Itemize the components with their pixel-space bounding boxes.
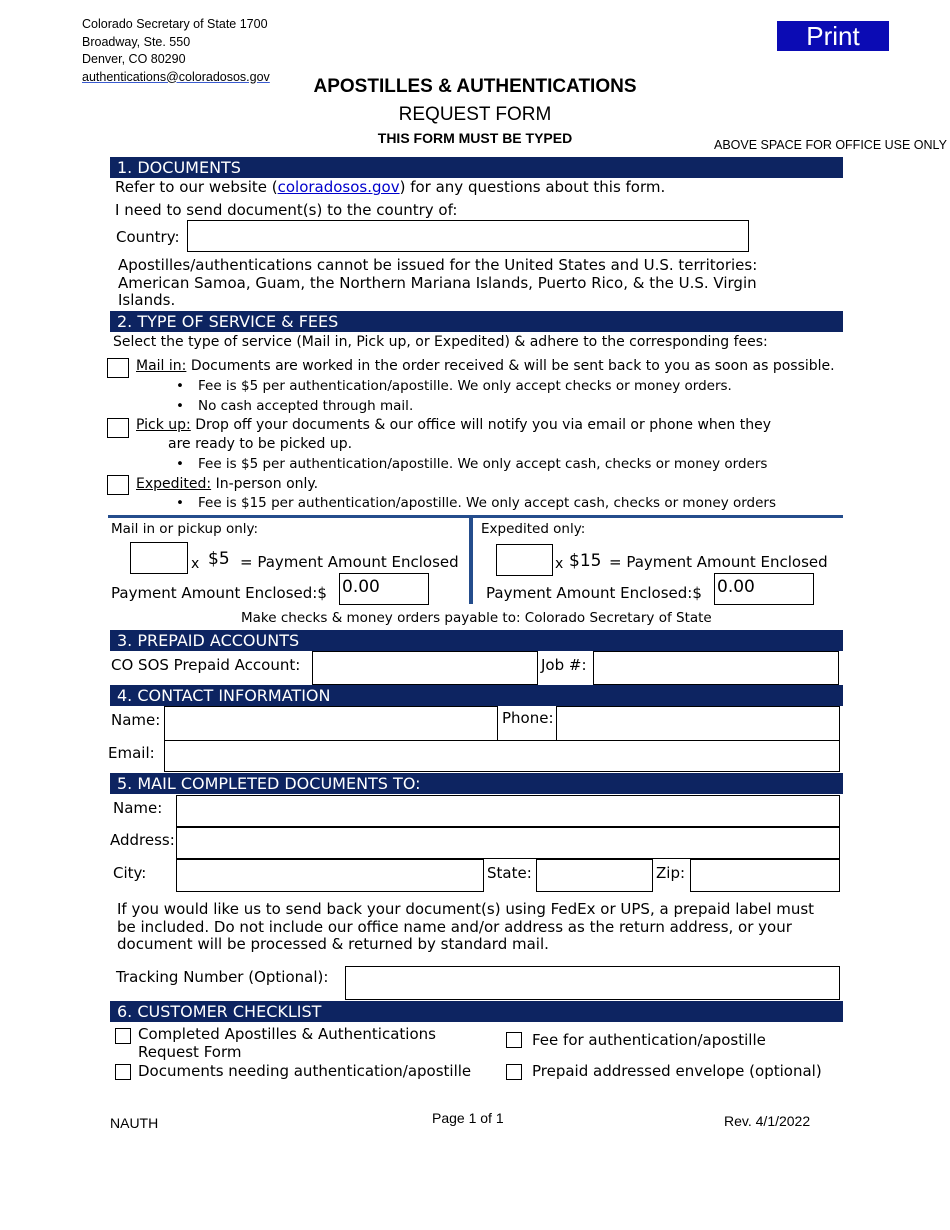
checklist-completed-form-checkbox[interactable] bbox=[115, 1028, 131, 1044]
mail-in-checkbox[interactable] bbox=[107, 358, 129, 378]
pick-up-text bbox=[136, 417, 771, 433]
mail-address-label: Address: bbox=[110, 831, 175, 849]
address-line-3: Denver, CO 80290 bbox=[82, 52, 186, 66]
contact-phone-input[interactable] bbox=[556, 706, 840, 741]
mail-payment-label: Payment Amount Enclosed:$ bbox=[111, 584, 327, 602]
fee-divider-rule bbox=[108, 515, 843, 518]
payable-note: Make checks & money orders payable to: Colorado Secretary of State bbox=[241, 610, 712, 626]
prepaid-account-label: CO SOS Prepaid Account: bbox=[111, 656, 301, 674]
tracking-number-input[interactable] bbox=[345, 966, 840, 1000]
pick-up-desc-cont: are ready to be picked up. bbox=[168, 436, 353, 452]
expedited-fee-bullet: • Fee is $15 per authentication/apostille. We only accept cash, checks or money orders bbox=[198, 495, 776, 511]
expedited-payment-value: 0.00 bbox=[717, 577, 755, 597]
print-button[interactable]: Print bbox=[777, 21, 889, 51]
territory-restriction-note: Apostilles/authentications cannot be issued for the United States and U.S. territories: American Samoa, Guam, the Northern Mariana Islands, Puerto Rico, & the U.S. Virgin Islands. bbox=[118, 256, 758, 309]
pick-up-desc: Drop off your documents & our office will notify you via email or phone when they bbox=[190, 417, 771, 433]
mail-city-label: City: bbox=[113, 864, 147, 882]
contact-phone-label: Phone: bbox=[502, 709, 554, 727]
tracking-number-label: Tracking Number (Optional): bbox=[116, 968, 329, 986]
section-prepaid-heading: 3. PREPAID ACCOUNTS bbox=[110, 630, 843, 651]
country-input[interactable] bbox=[187, 220, 749, 252]
mail-fee-amount: $5 bbox=[208, 549, 230, 569]
section-checklist-heading: 6. CUSTOMER CHECKLIST bbox=[110, 1001, 843, 1022]
expedited-fee-amount: $15 bbox=[569, 551, 602, 571]
mail-payment-input[interactable] bbox=[339, 573, 429, 605]
refer-prefix: Refer to our website ( bbox=[115, 178, 278, 196]
contact-name-label: Name: bbox=[111, 711, 161, 729]
expedited-checkbox[interactable] bbox=[107, 475, 129, 495]
job-number-label: Job #: bbox=[541, 656, 587, 674]
form-code: NAUTH bbox=[110, 1115, 159, 1131]
times-sign-2: x bbox=[555, 556, 564, 572]
mail-zip-input[interactable] bbox=[690, 859, 840, 892]
prepaid-account-input[interactable] bbox=[312, 651, 538, 685]
section-contact-heading: 4. CONTACT INFORMATION bbox=[110, 685, 843, 706]
expedited-payment-label: Payment Amount Enclosed:$ bbox=[486, 584, 702, 602]
address-line-2: Broadway, Ste. 550 bbox=[82, 34, 191, 49]
mail-payment-value: 0.00 bbox=[342, 577, 380, 597]
job-number-input[interactable] bbox=[593, 651, 839, 685]
mail-name-input[interactable] bbox=[176, 795, 840, 827]
form-subtitle: REQUEST FORM bbox=[398, 104, 552, 125]
revision-date: Rev. 4/1/2022 bbox=[724, 1113, 811, 1129]
checklist-fee-label: Fee for authentication/apostille bbox=[532, 1031, 766, 1049]
pick-up-fee-bullet: • Fee is $5 per authentication/apostille. We only accept cash, checks or money orders bbox=[198, 456, 767, 472]
expedited-quantity-input[interactable] bbox=[496, 544, 553, 576]
country-value bbox=[188, 224, 190, 244]
office-use-note: ABOVE SPACE FOR OFFICE USE ONLY bbox=[714, 138, 947, 152]
expedited-desc: In-person only. bbox=[211, 476, 319, 492]
country-label: Country: bbox=[116, 228, 180, 246]
section-service-heading: 2. TYPE OF SERVICE & FEES bbox=[110, 311, 843, 332]
checklist-documents-checkbox[interactable] bbox=[115, 1064, 131, 1080]
mail-quantity-input[interactable] bbox=[130, 542, 188, 574]
times-sign: x bbox=[191, 556, 200, 572]
must-be-typed-note: THIS FORM MUST BE TYPED bbox=[377, 130, 573, 146]
section-mailing-heading: 5. MAIL COMPLETED DOCUMENTS TO: bbox=[110, 773, 843, 794]
mail-in-label: Mail in: bbox=[136, 358, 187, 374]
office-email[interactable]: authentications@coloradosos.gov bbox=[82, 69, 270, 84]
contact-email-input[interactable] bbox=[164, 740, 840, 772]
mail-pickup-only-label: Mail in or pickup only: bbox=[111, 521, 259, 537]
checklist-documents-label: Documents needing authentication/apostille bbox=[138, 1062, 472, 1080]
pick-up-label: Pick up: bbox=[136, 417, 191, 433]
checklist-completed-form-label: Completed Apostilles & Authentications Request Form bbox=[138, 1025, 436, 1061]
expedited-payment-enclosed-text: = Payment Amount Enclosed bbox=[609, 553, 828, 571]
refer-suffix: ) for any questions about this form. bbox=[399, 178, 666, 196]
mail-city-input[interactable] bbox=[176, 859, 484, 892]
mail-in-desc: Documents are worked in the order received & will be sent back to you as soon as possible. bbox=[186, 358, 835, 374]
contact-name-input[interactable] bbox=[164, 706, 498, 741]
fee-column-divider bbox=[469, 518, 473, 604]
mail-name-label: Name: bbox=[113, 799, 163, 817]
mail-address-input[interactable] bbox=[176, 827, 840, 859]
website-link[interactable]: coloradosos.gov bbox=[277, 178, 400, 196]
checklist-envelope-label: Prepaid addressed envelope (optional) bbox=[532, 1062, 822, 1080]
expedited-only-label: Expedited only: bbox=[481, 521, 586, 537]
expedited-payment-input[interactable] bbox=[714, 573, 814, 605]
address-line-1: Colorado Secretary of State 1700 bbox=[82, 17, 268, 31]
mail-payment-enclosed-text: = Payment Amount Enclosed bbox=[240, 553, 459, 571]
checklist-fee-checkbox[interactable] bbox=[506, 1032, 522, 1048]
expedited-label: Expedited: bbox=[136, 476, 212, 492]
contact-email-label: Email: bbox=[108, 744, 155, 762]
pick-up-checkbox[interactable] bbox=[107, 418, 129, 438]
mail-cash-bullet: • No cash accepted through mail. bbox=[198, 398, 413, 414]
form-title: APOSTILLES & AUTHENTICATIONS bbox=[313, 76, 637, 97]
expedited-text bbox=[136, 476, 318, 492]
mail-state-label: State: bbox=[487, 864, 532, 882]
mail-zip-label: Zip: bbox=[656, 864, 686, 882]
mail-state-input[interactable] bbox=[536, 859, 653, 892]
send-to-country-text: I need to send document(s) to the country of: bbox=[115, 201, 458, 219]
mail-in-text bbox=[136, 358, 835, 374]
page-number: Page 1 of 1 bbox=[432, 1110, 504, 1126]
fedex-ups-note: If you would like us to send back your document(s) using FedEx or UPS, a prepaid label must be included. Do not include our office name and/or address as the return address, or your document will be processed & returned by standard mail. bbox=[117, 900, 815, 953]
checklist-envelope-checkbox[interactable] bbox=[506, 1064, 522, 1080]
refer-website-text bbox=[115, 178, 665, 196]
service-intro: Select the type of service (Mail in, Pick up, or Expedited) & adhere to the corresponding fees: bbox=[113, 334, 768, 350]
mail-fee-bullet: • Fee is $5 per authentication/apostille. We only accept checks or money orders. bbox=[198, 378, 732, 394]
section-documents-heading: 1. DOCUMENTS bbox=[110, 157, 843, 178]
